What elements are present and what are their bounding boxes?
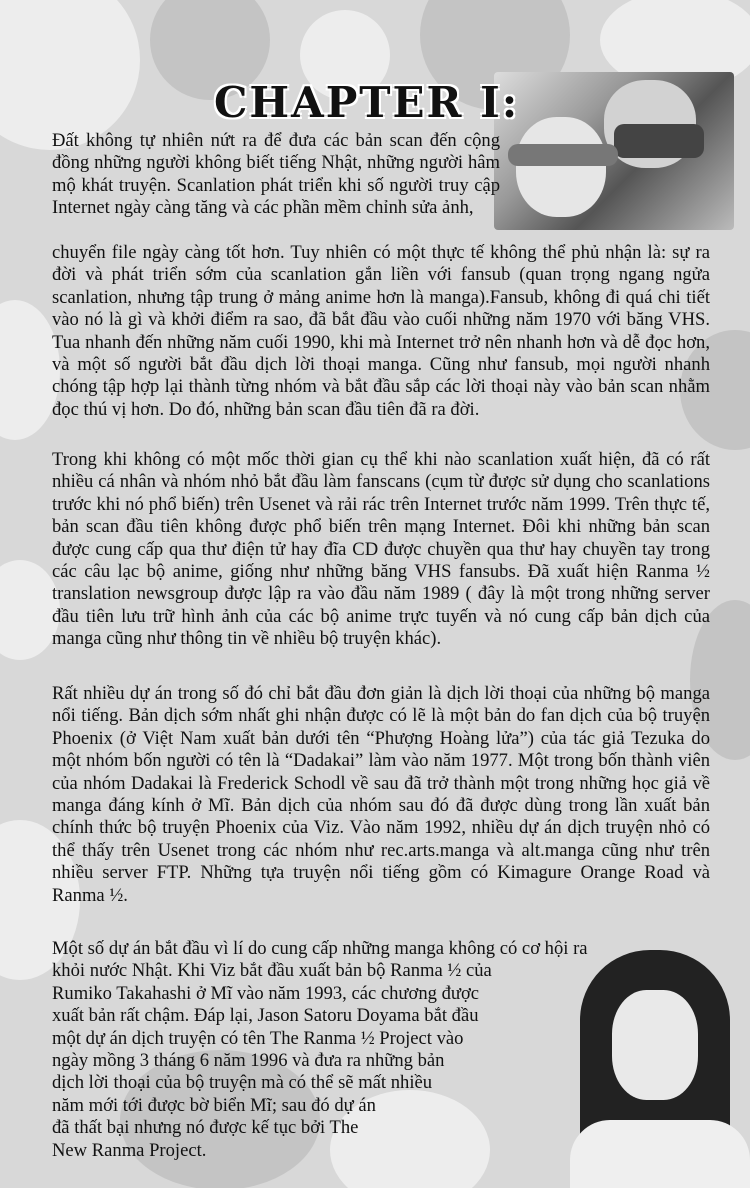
paragraph-4-line: một dự án dịch truyện có tên The Ranma ½ Project vào — [52, 1027, 464, 1049]
paragraph-4-line: dịch lời thoại của bộ truyện mà có thể sẽ mất nhiều — [52, 1072, 433, 1094]
paragraph-1-intro: Đất không tự nhiên nứt ra để đưa các bản scan đến cộng đồng những người không biết tiếng Nhật, những người hâm mộ khát truyện. Scanlation phát triển khi số người truy cập Internet ngày càng tăng và các phần mềm chỉnh sửa ảnh, — [52, 130, 500, 219]
paragraph-4-line: khỏi nước Nhật. Khi Viz bắt đầu xuất bản bộ Ranma ½ của — [52, 960, 492, 982]
paragraph-4-line: đã thất bại nhưng nó được kế tục bởi The — [52, 1117, 359, 1139]
paragraph-4-line: Rumiko Takahashi ở Mĩ vào năm 1993, các chương được — [52, 982, 480, 1004]
manga-character-illustration-top — [494, 72, 734, 230]
paragraph-3: Rất nhiều dự án trong số đó chỉ bắt đầu đơn giản là dịch lời thoại của những bộ manga nổi tiếng. Bản dịch sớm nhất ghi nhận được có lẽ là một bản do fan dịch của bộ truyện Phoenix (ở Việt Nam xuất bản dưới tên “Phượng Hoàng lửa”) của tác giả Tezuka do một nhóm bốn người có tên là “Dadakai” làm vào năm 1977. Một trong bốn thành viên của nhóm Dadakai là Frederick Schodl về sau đã trở thành một trong những học giả về manga đáng kính ở Mĩ. Bản dịch của nhóm sau đó đã được dùng trong lần xuất bản chính thức bộ truyện Phoenix của Viz. Vào năm 1992, nhiều dự án dịch truyện nhỏ có thể thấy trên Usenet trong các nhóm như rec.arts.manga và alt.manga cũng như trên nhiều server FTP. Những tựa truyện nổi tiếng gồm có Kimagure Orange Road và Ranma ½. — [52, 683, 710, 906]
paragraph-1-continued: chuyển file ngày càng tốt hơn. Tuy nhiên có một thực tế không thể phủ nhận là: sự ra đời và phát triển sớm của scanlation gắn liền với fansub (quan trọng ngang ngửa scanlation, nhưng tập trung ở mảng anime hơn là manga).Fansub, không đi quá chi tiết vào nó là gì và khởi điểm ra sao, đã bắt đầu vào cuối những năm 1970 với băng VHS. Tua nhanh đến những năm cuối 1990, khi mà Internet trở nên nhanh hơn và dễ đọc hơn, và một số người bắt đầu dịch lời thoại manga. Cũng như fansub, mọi người nhanh chóng tập hợp lại thành từng nhóm và bắt đầu sắp các lời thoại này vào bản scan nhằm đọc thú vị hơn. Do đó, những bản scan đầu tiên đã ra đời. — [52, 242, 710, 420]
paragraph-4-line: ngày mồng 3 tháng 6 năm 1996 và đưa ra những bản — [52, 1050, 445, 1072]
paragraph-4 — [52, 938, 710, 1162]
paragraph-4-line: New Ranma Project. — [52, 1139, 207, 1161]
paragraph-4-line: xuất bản rất chậm. Đáp lại, Jason Satoru Doyama bắt đầu — [52, 1005, 479, 1027]
paragraph-4-line: Một số dự án bắt đầu vì lí do cung cấp những manga không có cơ hội ra — [52, 938, 588, 959]
paragraph-4-line: năm mới tới được bờ biển Mĩ; sau đó dự án — [52, 1094, 376, 1116]
paragraph-2: Trong khi không có một mốc thời gian cụ thể khi nào scanlation xuất hiện, đã có rất nhiều cá nhân và nhóm nhỏ bắt đầu làm fanscans (cụm từ được sử dụng cho scanlations trước khi nó phổ biến) trên Usenet và rải rác trên Internet trước năm 1999. Trên thực tế, bản scan đầu tiên không được phổ biến trên mạng Internet. Đôi khi những bản scan được cung cấp qua thư điện tử hay đĩa CD được chuyền qua thư hay chuyền tay trong các câu lạc bộ anime, giống như những băng VHS fansubs. Đã xuất hiện Ranma ½ translation newsgroup được lập ra vào đầu năm 1989 ( đây là một trong những server đầu tiên lưu trữ hình ảnh của các bộ anime trực tuyến và nó cung cấp bản dịch của manga cũng như thông tin về nhiều bộ truyện khác). — [52, 449, 710, 650]
chapter-title: CHAPTER I: — [214, 78, 520, 127]
